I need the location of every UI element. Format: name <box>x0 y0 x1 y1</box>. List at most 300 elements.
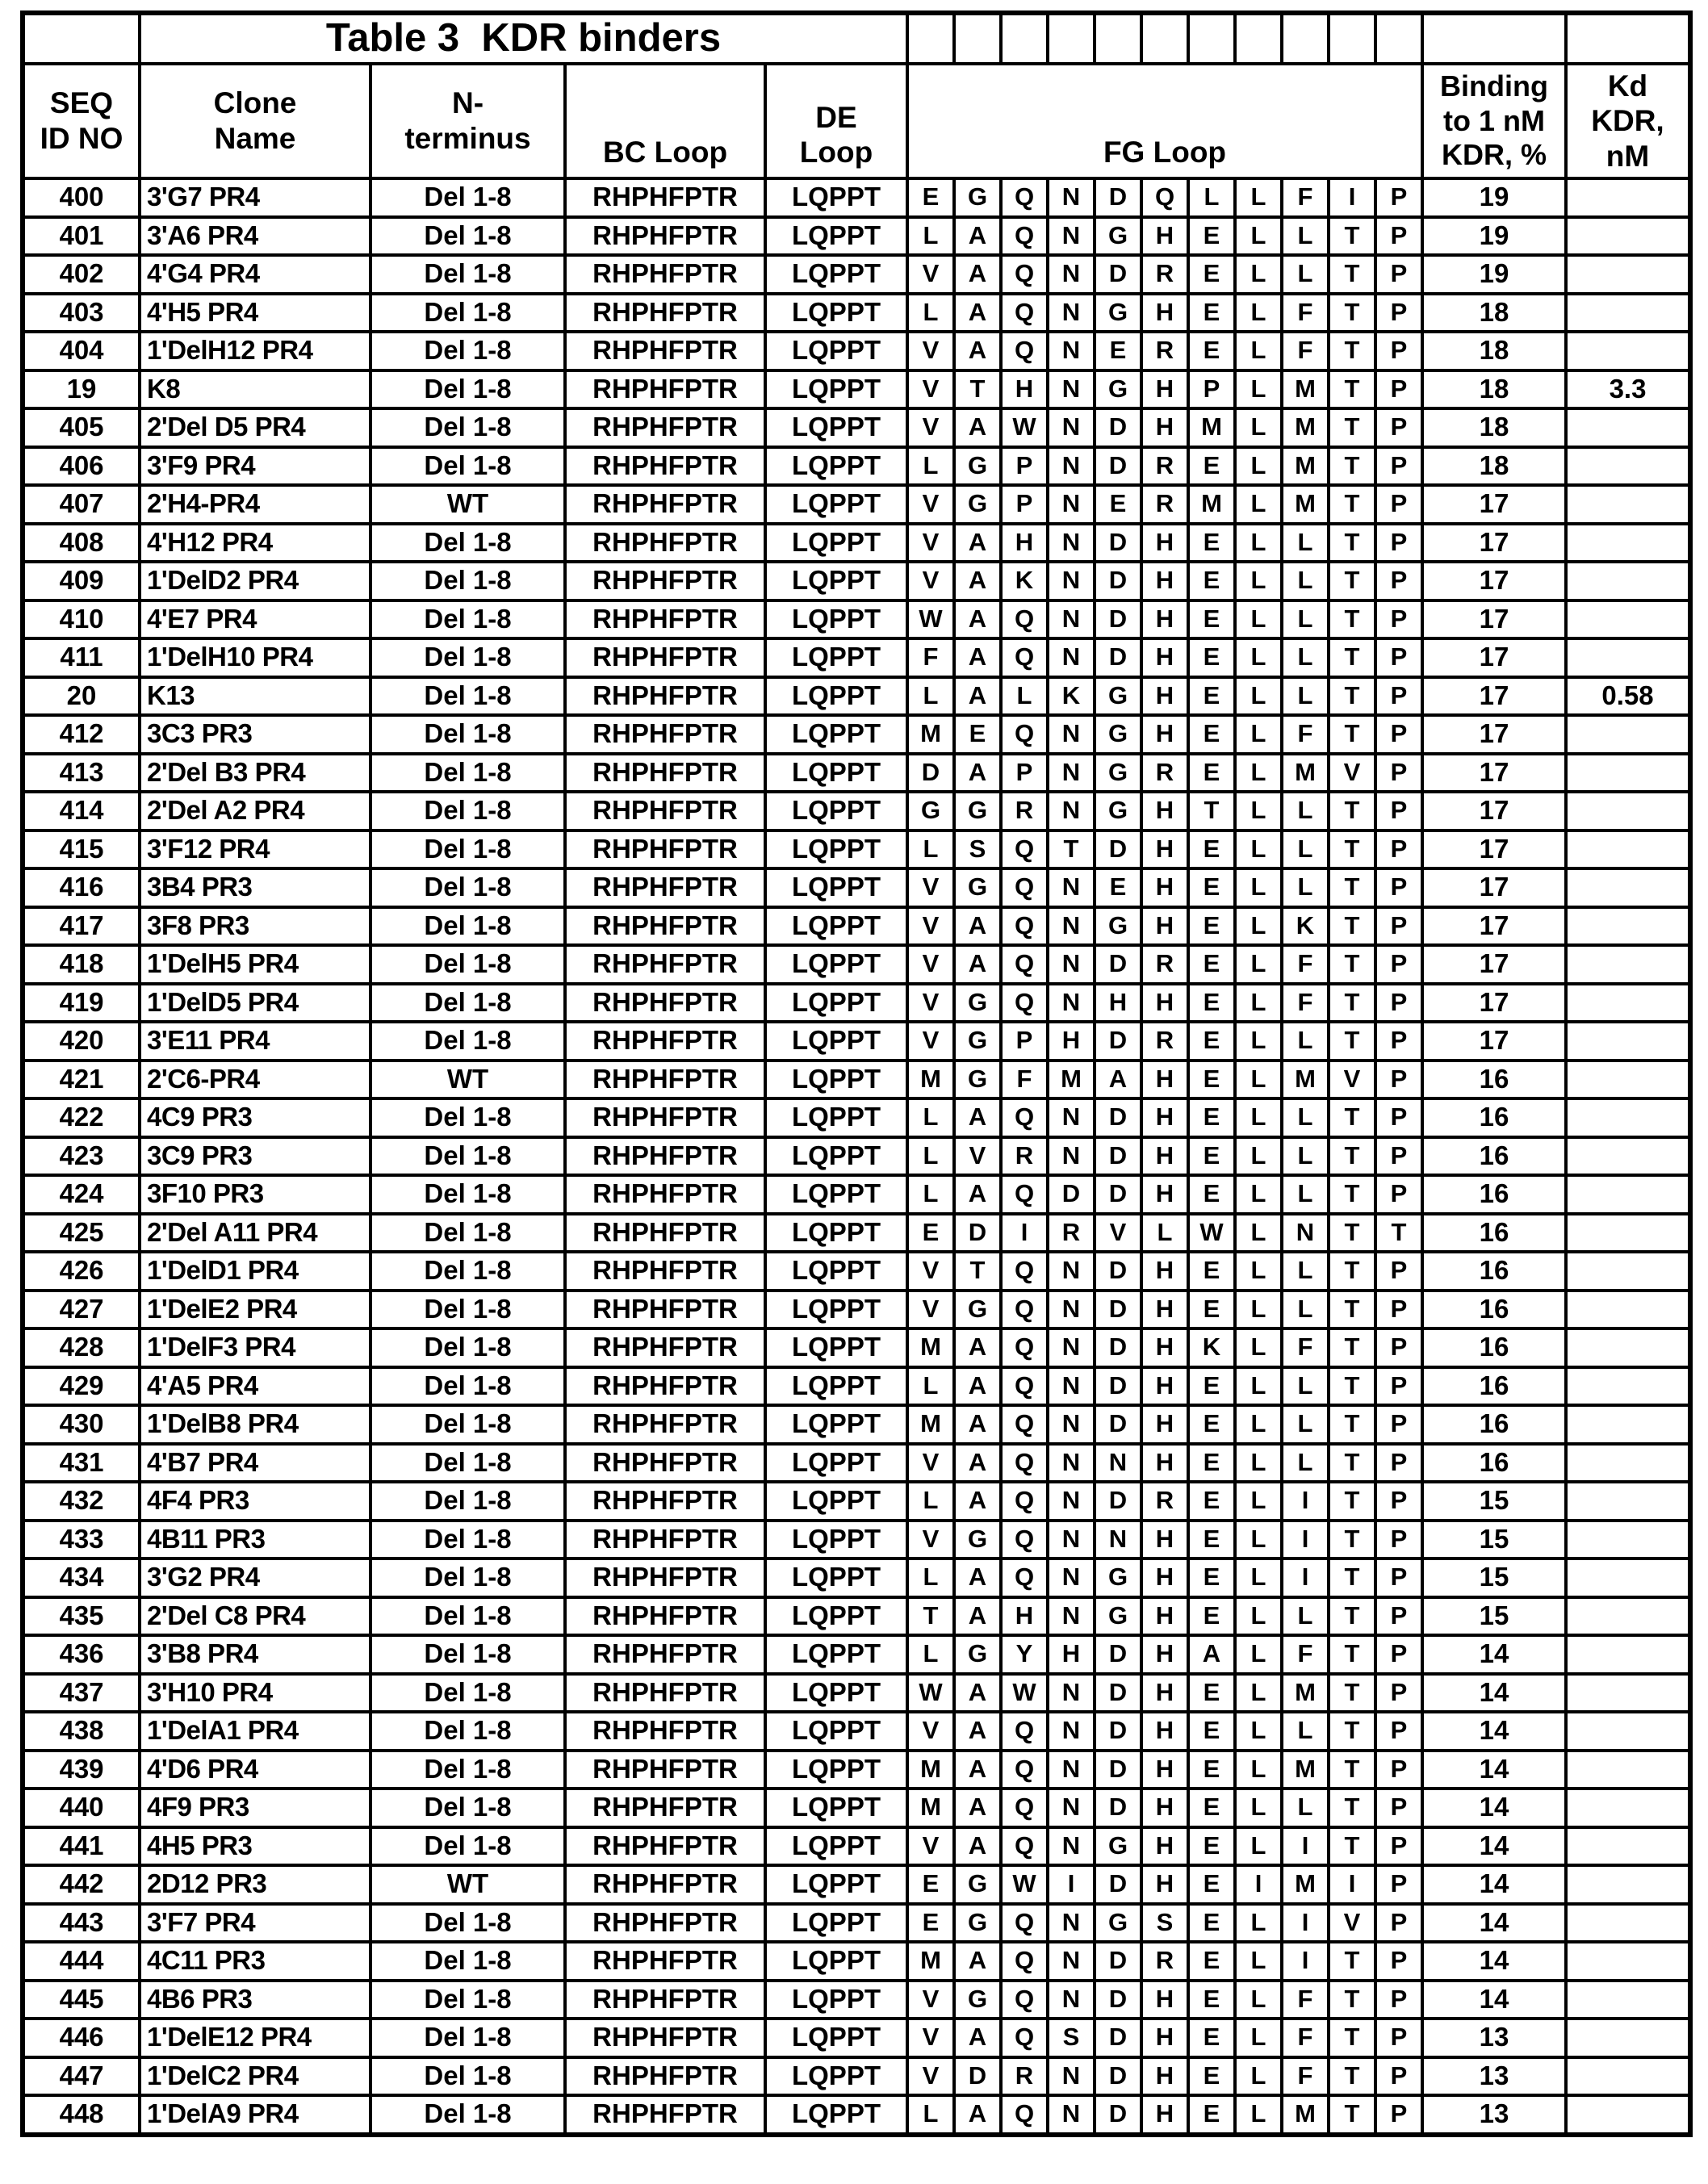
fg-cell: L <box>1237 1599 1280 1634</box>
nterm-cell: Del 1-8 <box>372 832 563 868</box>
fg-cell: P <box>1377 257 1421 292</box>
fg-cell: N <box>1049 1560 1093 1596</box>
fg-cell: A <box>956 1829 999 1864</box>
fg-cell: L <box>909 2097 952 2132</box>
fg-cell: R <box>1143 755 1187 791</box>
fg-cell: A <box>956 1752 999 1788</box>
nterm-cell: Del 1-8 <box>372 947 563 982</box>
fg-cell: G <box>956 487 999 522</box>
binding-cell: 13 <box>1424 2020 1564 2056</box>
fg-cell: V <box>1330 1906 1374 1941</box>
fg-cell: D <box>956 1215 999 1251</box>
bc-cell: RHPHFPTR <box>567 180 764 215</box>
fg-cell: E <box>909 1215 952 1251</box>
fg-cell: L <box>1237 793 1280 829</box>
de-cell: LQPPT <box>767 1100 906 1136</box>
binding-cell: 14 <box>1424 1867 1564 1902</box>
topband-fg-cell-6 <box>1143 15 1187 62</box>
bc-cell: RHPHFPTR <box>567 1829 764 1864</box>
topband-seq-cell <box>25 15 138 62</box>
fg-cell: P <box>1377 1829 1421 1864</box>
bc-cell: RHPHFPTR <box>567 1906 764 1941</box>
fg-cell: H <box>1003 372 1046 408</box>
binding-cell: 16 <box>1424 1292 1564 1328</box>
fg-cell: Q <box>1003 870 1046 906</box>
seq-cell: 441 <box>25 1829 138 1864</box>
nterm-cell: Del 1-8 <box>372 525 563 561</box>
seq-cell: 432 <box>25 1483 138 1519</box>
fg-cell: T <box>1330 1713 1374 1749</box>
fg-cell: P <box>1377 219 1421 254</box>
fg-cell: E <box>1190 1446 1233 1481</box>
binding-cell: 19 <box>1424 257 1564 292</box>
fg-cell: L <box>909 1177 952 1212</box>
kd-cell <box>1568 1637 1688 1672</box>
fg-cell: H <box>1143 793 1187 829</box>
kd-cell: 3.3 <box>1568 372 1688 408</box>
fg-cell: M <box>1283 1867 1327 1902</box>
seq-cell: 414 <box>25 793 138 829</box>
clone-cell: 4'G4 PR4 <box>141 257 369 292</box>
nterm-cell: Del 1-8 <box>372 1100 563 1136</box>
kd-cell <box>1568 257 1688 292</box>
fg-cell: L <box>1237 870 1280 906</box>
binding-cell: 17 <box>1424 832 1564 868</box>
nterm-cell: WT <box>372 1062 563 1098</box>
fg-cell: T <box>1330 219 1374 254</box>
nterm-cell: Del 1-8 <box>372 1713 563 1749</box>
binding-cell: 15 <box>1424 1599 1564 1634</box>
binding-cell: 16 <box>1424 1369 1564 1404</box>
fg-cell: N <box>1049 410 1093 446</box>
fg-cell: P <box>1377 1943 1421 1979</box>
kd-cell <box>1568 717 1688 752</box>
fg-cell: P <box>1377 1292 1421 1328</box>
fg-cell: Q <box>1003 333 1046 369</box>
fg-cell: I <box>1003 1215 1046 1251</box>
fg-cell: N <box>1049 1982 1093 2018</box>
bc-cell: RHPHFPTR <box>567 1522 764 1558</box>
fg-cell: L <box>1283 219 1327 254</box>
fg-cell: P <box>1377 410 1421 446</box>
nterm-cell: Del 1-8 <box>372 1139 563 1174</box>
fg-cell: R <box>1143 1483 1187 1519</box>
fg-cell: F <box>1283 180 1327 215</box>
fg-cell: D <box>1096 2020 1140 2056</box>
seq-cell: 422 <box>25 1100 138 1136</box>
fg-cell: Q <box>1003 2097 1046 2132</box>
binding-cell: 17 <box>1424 793 1564 829</box>
table-title: Table 3 KDR binders <box>141 15 906 62</box>
kd-cell <box>1568 180 1688 215</box>
de-cell: LQPPT <box>767 2020 906 2056</box>
clone-cell: 4C11 PR3 <box>141 1943 369 1979</box>
fg-cell: D <box>1096 1292 1140 1328</box>
clone-cell: 4'H12 PR4 <box>141 525 369 561</box>
de-cell: LQPPT <box>767 2097 906 2132</box>
fg-cell: P <box>1377 1522 1421 1558</box>
fg-cell: T <box>1330 525 1374 561</box>
bc-cell: RHPHFPTR <box>567 1177 764 1212</box>
bc-cell: RHPHFPTR <box>567 602 764 638</box>
de-cell: LQPPT <box>767 1253 906 1289</box>
fg-cell: V <box>909 333 952 369</box>
kdr-binders-table <box>20 10 1693 2137</box>
clone-cell: 3'B8 PR4 <box>141 1637 369 1672</box>
fg-cell: Q <box>1003 947 1046 982</box>
fg-cell: H <box>1143 1790 1187 1826</box>
fg-cell: H <box>1143 295 1187 331</box>
fg-cell: V <box>909 2020 952 2056</box>
clone-cell: 1'DelH10 PR4 <box>141 640 369 676</box>
seq-cell: 445 <box>25 1982 138 2018</box>
fg-cell: P <box>1377 1023 1421 1059</box>
fg-cell: T <box>1330 1139 1374 1174</box>
seq-cell: 444 <box>25 1943 138 1979</box>
de-cell: LQPPT <box>767 793 906 829</box>
fg-cell: Q <box>1003 1253 1046 1289</box>
fg-cell: L <box>1237 679 1280 714</box>
fg-cell: T <box>1330 1369 1374 1404</box>
de-cell: LQPPT <box>767 525 906 561</box>
fg-cell: H <box>1143 602 1187 638</box>
fg-cell: N <box>1049 640 1093 676</box>
fg-cell: D <box>1096 1483 1140 1519</box>
fg-cell: P <box>1377 985 1421 1021</box>
fg-cell: T <box>1330 295 1374 331</box>
fg-cell: A <box>956 1676 999 1711</box>
fg-cell: L <box>1283 1446 1327 1481</box>
fg-cell: L <box>1237 2097 1280 2132</box>
fg-cell: E <box>909 180 952 215</box>
bc-cell: RHPHFPTR <box>567 487 764 522</box>
fg-cell: T <box>1330 257 1374 292</box>
fg-cell: W <box>909 602 952 638</box>
seq-cell: 400 <box>25 180 138 215</box>
fg-cell: V <box>909 909 952 944</box>
kd-cell <box>1568 947 1688 982</box>
fg-cell: G <box>1096 909 1140 944</box>
fg-cell: L <box>1237 1177 1280 1212</box>
kd-cell <box>1568 909 1688 944</box>
de-cell: LQPPT <box>767 410 906 446</box>
nterm-cell: Del 1-8 <box>372 1369 563 1404</box>
fg-cell: E <box>1190 2097 1233 2132</box>
fg-cell: V <box>909 2059 952 2094</box>
fg-cell: I <box>1283 1560 1327 1596</box>
fg-cell: N <box>1283 1215 1327 1251</box>
nterm-cell: Del 1-8 <box>372 1177 563 1212</box>
fg-cell: L <box>1283 563 1327 599</box>
fg-cell: L <box>1237 372 1280 408</box>
fg-cell: P <box>1377 947 1421 982</box>
clone-cell: 4'D6 PR4 <box>141 1752 369 1788</box>
clone-cell: 2D12 PR3 <box>141 1867 369 1902</box>
bc-cell: RHPHFPTR <box>567 640 764 676</box>
fg-cell: E <box>1190 1023 1233 1059</box>
kd-cell <box>1568 1407 1688 1442</box>
de-cell: LQPPT <box>767 449 906 484</box>
clone-cell: 2'C6-PR4 <box>141 1062 369 1098</box>
fg-cell: N <box>1049 1407 1093 1442</box>
fg-cell: T <box>1330 410 1374 446</box>
fg-cell: P <box>1377 487 1421 522</box>
binding-cell: 17 <box>1424 909 1564 944</box>
bc-cell: RHPHFPTR <box>567 1599 764 1634</box>
fg-cell: S <box>1143 1906 1187 1941</box>
fg-cell: V <box>909 257 952 292</box>
fg-cell: E <box>1190 1483 1233 1519</box>
clone-cell: 1'DelE2 PR4 <box>141 1292 369 1328</box>
fg-cell: N <box>1049 180 1093 215</box>
fg-cell: N <box>1049 525 1093 561</box>
de-cell: LQPPT <box>767 219 906 254</box>
fg-cell: L <box>1283 602 1327 638</box>
fg-cell: Q <box>1003 1790 1046 1826</box>
fg-cell: V <box>909 1522 952 1558</box>
fg-cell: T <box>1330 717 1374 752</box>
fg-cell: Q <box>1003 1407 1046 1442</box>
de-cell: LQPPT <box>767 1867 906 1902</box>
fg-cell: L <box>1143 1215 1187 1251</box>
fg-cell: G <box>956 793 999 829</box>
fg-cell: Q <box>1003 985 1046 1021</box>
de-cell: LQPPT <box>767 640 906 676</box>
fg-cell: D <box>1096 640 1140 676</box>
topband-fg-cell-2 <box>956 15 999 62</box>
fg-cell: E <box>1190 1139 1233 1174</box>
seq-cell: 419 <box>25 985 138 1021</box>
fg-cell: N <box>1049 1139 1093 1174</box>
fg-cell: N <box>1049 717 1093 752</box>
fg-cell: G <box>1096 295 1140 331</box>
nterm-cell: Del 1-8 <box>372 1522 563 1558</box>
fg-cell: M <box>1190 410 1233 446</box>
fg-cell: F <box>1283 1982 1327 2018</box>
fg-cell: N <box>1049 333 1093 369</box>
fg-cell: A <box>956 1599 999 1634</box>
fg-cell: D <box>1096 1943 1140 1979</box>
bc-cell: RHPHFPTR <box>567 1560 764 1596</box>
de-cell: LQPPT <box>767 1062 906 1098</box>
clone-cell: 3'G2 PR4 <box>141 1560 369 1596</box>
fg-cell: V <box>909 985 952 1021</box>
binding-cell: 17 <box>1424 487 1564 522</box>
clone-cell: 3'A6 PR4 <box>141 219 369 254</box>
fg-cell: L <box>909 1100 952 1136</box>
fg-cell: H <box>1143 219 1187 254</box>
fg-cell: F <box>1283 2020 1327 2056</box>
fg-cell: R <box>1143 257 1187 292</box>
fg-cell: T <box>1330 1446 1374 1481</box>
de-cell: LQPPT <box>767 1369 906 1404</box>
binding-cell: 16 <box>1424 1330 1564 1366</box>
fg-cell: D <box>1096 1100 1140 1136</box>
fg-cell: T <box>956 372 999 408</box>
fg-cell: P <box>1377 1407 1421 1442</box>
fg-cell: E <box>1190 602 1233 638</box>
binding-cell: 17 <box>1424 947 1564 982</box>
nterm-cell: Del 1-8 <box>372 1906 563 1941</box>
fg-cell: G <box>909 793 952 829</box>
fg-cell: L <box>1237 1215 1280 1251</box>
fg-cell: N <box>1049 2059 1093 2094</box>
clone-cell: K13 <box>141 679 369 714</box>
fg-cell: T <box>1330 1599 1374 1634</box>
fg-cell: G <box>1096 1599 1140 1634</box>
fg-cell: K <box>1049 679 1093 714</box>
fg-cell: A <box>956 1713 999 1749</box>
fg-cell: D <box>1096 1637 1140 1672</box>
fg-cell: Q <box>1003 1292 1046 1328</box>
kd-cell <box>1568 2097 1688 2132</box>
de-cell: LQPPT <box>767 1330 906 1366</box>
fg-cell: E <box>1190 1676 1233 1711</box>
bc-cell: RHPHFPTR <box>567 1637 764 1672</box>
fg-cell: L <box>1237 333 1280 369</box>
binding-cell: 17 <box>1424 717 1564 752</box>
clone-cell: 3'F12 PR4 <box>141 832 369 868</box>
header-binding: Binding to 1 nM KDR, % <box>1424 65 1564 177</box>
header-clone-name: Clone Name <box>141 65 369 177</box>
fg-cell: N <box>1049 1522 1093 1558</box>
fg-cell: D <box>956 2059 999 2094</box>
fg-cell: E <box>909 1906 952 1941</box>
binding-cell: 15 <box>1424 1560 1564 1596</box>
fg-cell: D <box>1096 1330 1140 1366</box>
fg-cell: L <box>1283 525 1327 561</box>
bc-cell: RHPHFPTR <box>567 870 764 906</box>
de-cell: LQPPT <box>767 1023 906 1059</box>
fg-cell: H <box>1049 1023 1093 1059</box>
binding-cell: 18 <box>1424 295 1564 331</box>
fg-cell: P <box>1377 1713 1421 1749</box>
kd-cell <box>1568 333 1688 369</box>
fg-cell: H <box>1143 1446 1187 1481</box>
nterm-cell: Del 1-8 <box>372 985 563 1021</box>
fg-cell: V <box>909 947 952 982</box>
kd-cell <box>1568 1522 1688 1558</box>
binding-cell: 16 <box>1424 1177 1564 1212</box>
fg-cell: E <box>1190 1982 1233 2018</box>
fg-cell: L <box>1283 832 1327 868</box>
fg-cell: P <box>1377 1369 1421 1404</box>
binding-cell: 14 <box>1424 1713 1564 1749</box>
fg-cell: L <box>1237 2059 1280 2094</box>
nterm-cell: Del 1-8 <box>372 755 563 791</box>
fg-cell: G <box>956 449 999 484</box>
fg-cell: N <box>1049 1790 1093 1826</box>
header-fg-loop: FG Loop <box>909 65 1421 177</box>
fg-cell: P <box>1377 1867 1421 1902</box>
bc-cell: RHPHFPTR <box>567 219 764 254</box>
fg-cell: H <box>1143 870 1187 906</box>
seq-cell: 426 <box>25 1253 138 1289</box>
kd-cell <box>1568 640 1688 676</box>
fg-cell: S <box>1049 2020 1093 2056</box>
fg-cell: V <box>909 1829 952 1864</box>
clone-cell: 3F10 PR3 <box>141 1177 369 1212</box>
binding-cell: 17 <box>1424 755 1564 791</box>
fg-cell: R <box>1143 947 1187 982</box>
seq-cell: 421 <box>25 1062 138 1098</box>
seq-cell: 420 <box>25 1023 138 1059</box>
fg-cell: T <box>1330 2097 1374 2132</box>
fg-cell: Q <box>1003 1522 1046 1558</box>
fg-cell: L <box>909 1637 952 1672</box>
fg-cell: L <box>1237 1100 1280 1136</box>
fg-cell: L <box>909 679 952 714</box>
binding-cell: 14 <box>1424 1943 1564 1979</box>
fg-cell: T <box>1377 1215 1421 1251</box>
fg-cell: L <box>1237 563 1280 599</box>
fg-cell: D <box>1096 1713 1140 1749</box>
topband-fg-cell-3 <box>1003 15 1046 62</box>
topband-kd-cell <box>1568 15 1688 62</box>
bc-cell: RHPHFPTR <box>567 1713 764 1749</box>
de-cell: LQPPT <box>767 1483 906 1519</box>
fg-cell: H <box>1143 832 1187 868</box>
fg-cell: P <box>1003 449 1046 484</box>
fg-cell: H <box>1143 372 1187 408</box>
kd-cell <box>1568 870 1688 906</box>
clone-cell: 4F9 PR3 <box>141 1790 369 1826</box>
seq-cell: 428 <box>25 1330 138 1366</box>
fg-cell: D <box>1096 180 1140 215</box>
header-de-loop: DE Loop <box>767 65 906 177</box>
fg-cell: A <box>956 410 999 446</box>
de-cell: LQPPT <box>767 679 906 714</box>
bc-cell: RHPHFPTR <box>567 717 764 752</box>
clone-cell: 1'DelE12 PR4 <box>141 2020 369 2056</box>
fg-cell: T <box>1330 947 1374 982</box>
fg-cell: Q <box>1003 219 1046 254</box>
fg-cell: M <box>909 1407 952 1442</box>
bc-cell: RHPHFPTR <box>567 909 764 944</box>
clone-cell: 1'DelC2 PR4 <box>141 2059 369 2094</box>
fg-cell: D <box>1096 257 1140 292</box>
fg-cell: W <box>1003 1867 1046 1902</box>
nterm-cell: Del 1-8 <box>372 1599 563 1634</box>
fg-cell: W <box>1003 410 1046 446</box>
fg-cell: E <box>956 717 999 752</box>
fg-cell: N <box>1049 1829 1093 1864</box>
seq-cell: 443 <box>25 1906 138 1941</box>
fg-cell: N <box>1049 372 1093 408</box>
nterm-cell: Del 1-8 <box>372 1292 563 1328</box>
fg-cell: P <box>1377 1062 1421 1098</box>
nterm-cell: Del 1-8 <box>372 1483 563 1519</box>
bc-cell: RHPHFPTR <box>567 1253 764 1289</box>
fg-cell: R <box>1143 487 1187 522</box>
fg-cell: E <box>1190 1522 1233 1558</box>
fg-cell: T <box>1330 1100 1374 1136</box>
kd-cell <box>1568 1369 1688 1404</box>
kd-cell <box>1568 1713 1688 1749</box>
fg-cell: D <box>1096 602 1140 638</box>
fg-cell: L <box>1283 679 1327 714</box>
fg-cell: Q <box>1003 1560 1046 1596</box>
bc-cell: RHPHFPTR <box>567 1062 764 1098</box>
fg-cell: W <box>909 1676 952 1711</box>
fg-cell: T <box>1330 1330 1374 1366</box>
fg-cell: M <box>1049 1062 1093 1098</box>
kd-cell <box>1568 1215 1688 1251</box>
kd-cell <box>1568 1906 1688 1941</box>
kd-cell <box>1568 1292 1688 1328</box>
clone-cell: 4'H5 PR4 <box>141 295 369 331</box>
bc-cell: RHPHFPTR <box>567 525 764 561</box>
